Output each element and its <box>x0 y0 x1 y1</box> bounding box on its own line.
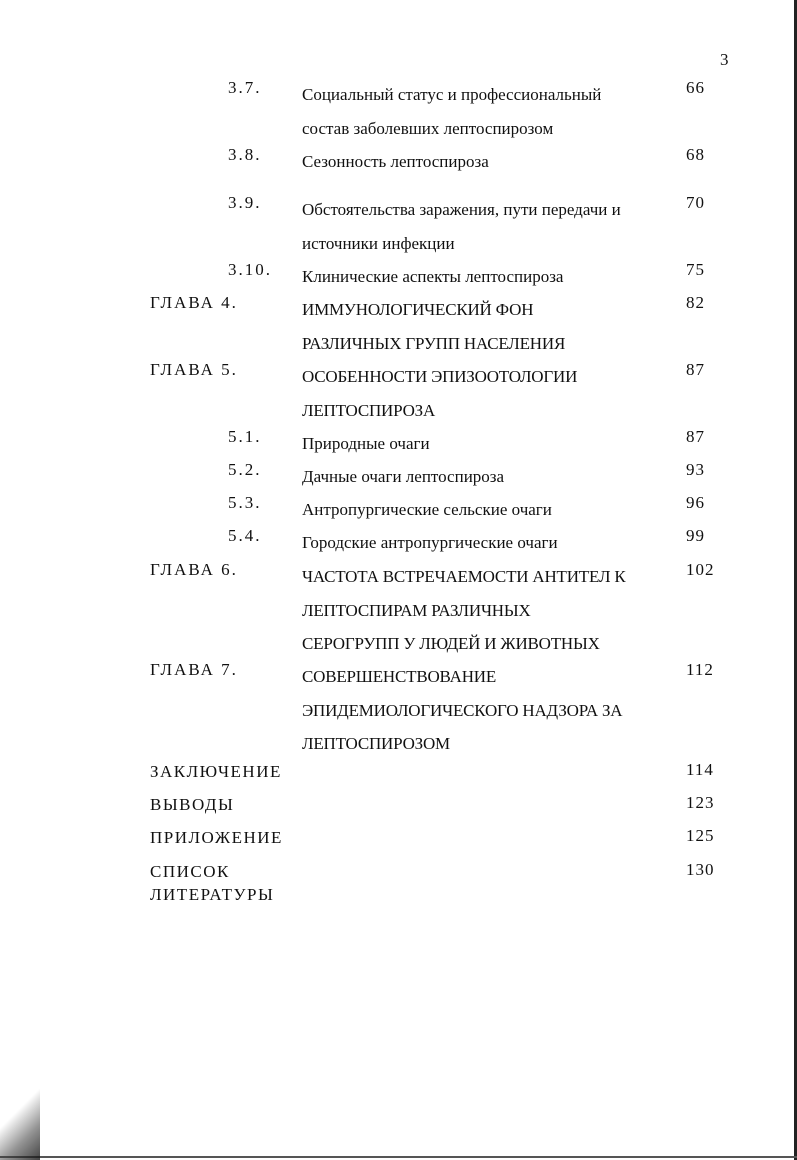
toc-entry-title-line: состав заболевших лептоспирозом <box>302 118 554 138</box>
toc-entry-page: 87 <box>686 427 705 446</box>
toc-entry-title <box>302 493 674 527</box>
toc-entry-title-line: ЛЕПТОСПИРАМ РАЗЛИЧНЫХ <box>302 600 531 620</box>
toc-entry-number: 5.1. <box>228 427 262 446</box>
toc-entry-number: 5.4. <box>228 526 262 545</box>
toc-entry-title <box>302 560 674 661</box>
toc-entry-title <box>302 427 674 461</box>
toc-entry-title-line: источники инфекции <box>302 233 455 253</box>
toc-entry-page: 99 <box>686 526 705 545</box>
toc-entry-title <box>302 78 674 145</box>
toc-entry-page: 123 <box>686 793 715 812</box>
toc-entry-title <box>302 460 674 494</box>
toc-entry-title <box>302 145 674 179</box>
page-number: 3 <box>720 50 729 69</box>
toc-entry-title <box>302 660 674 761</box>
toc-entry-title-line: Клинические аспекты лептоспироза <box>302 267 564 286</box>
toc-entry-page: 125 <box>686 826 715 845</box>
page-edge-bottom <box>0 1156 797 1158</box>
toc-entry-page: 66 <box>686 78 705 97</box>
toc-entry-title-line: СЕРОГРУПП У ЛЮДЕЙ И ЖИВОТНЫХ <box>302 634 600 653</box>
toc-entry-page: 112 <box>686 660 714 679</box>
toc-entry-number: 3.10. <box>228 260 272 279</box>
toc-entry-title-line: Городские антропургические очаги <box>302 533 558 552</box>
toc-entry-number: 5.3. <box>228 493 262 512</box>
toc-entry-title <box>302 193 674 260</box>
toc-entry-page: 96 <box>686 493 705 512</box>
toc-entry-title-line: Антропургические сельские очаги <box>302 500 552 519</box>
toc-entry-title <box>302 360 674 427</box>
toc-entry-title <box>302 526 674 560</box>
toc-entry-title-line: ИММУНОЛОГИЧЕСКИЙ ФОН <box>302 300 534 319</box>
toc-entry-title-line: Природные очаги <box>302 434 430 453</box>
toc-entry-title-line: Обстоятельства заражения, пути передачи и <box>302 200 621 219</box>
toc-entry-number: ГЛАВА 7. <box>150 660 238 679</box>
toc-entry-page: 75 <box>686 260 705 279</box>
toc-entry-page: 114 <box>686 760 714 779</box>
toc-entry-label: ЗАКЛЮЧЕНИЕ <box>150 762 282 781</box>
toc-entry-title-line: ОСОБЕННОСТИ ЭПИЗООТОЛОГИИ <box>302 367 578 386</box>
toc-entry-title-line: ЭПИДЕМИОЛОГИЧЕСКОГО НАДЗОРА ЗА <box>302 700 623 720</box>
toc-entry-title-line: РАЗЛИЧНЫХ ГРУПП НАСЕЛЕНИЯ <box>302 333 566 353</box>
toc-entry-number: ГЛАВА 5. <box>150 360 238 379</box>
toc-entry-title-line: ЧАСТОТА ВСТРЕЧАЕМОСТИ АНТИТЕЛ К <box>302 567 626 586</box>
toc-entry-number: 3.9. <box>228 193 262 212</box>
toc-entry-title <box>302 293 674 360</box>
toc-entry-title-line: ЛЕПТОСПИРОЗА <box>302 400 436 420</box>
toc-entry-number: 3.7. <box>228 78 262 97</box>
toc-entry-title-line: СОВЕРШЕНСТВОВАНИЕ <box>302 667 497 686</box>
toc-entry-page: 68 <box>686 145 705 164</box>
toc-entry-page: 93 <box>686 460 705 479</box>
toc-entry-title-line: Дачные очаги лептоспироза <box>302 467 505 486</box>
toc-entry-label-line: ЛИТЕРАТУРЫ <box>150 885 275 904</box>
toc-entry-title <box>302 260 674 294</box>
toc-entry-number: ГЛАВА 4. <box>150 293 238 312</box>
toc-entry-page: 130 <box>686 860 715 879</box>
scan-artifact <box>0 1080 40 1160</box>
toc-entry-number: ГЛАВА 6. <box>150 560 238 579</box>
toc-entry-page: 82 <box>686 293 705 312</box>
toc-entry-label <box>150 860 274 906</box>
toc-entry-label: ВЫВОДЫ <box>150 795 235 814</box>
toc-entry-label-line: СПИСОК <box>150 862 230 881</box>
toc-entry-label: ПРИЛОЖЕНИЕ <box>150 828 283 847</box>
toc-entry-number: 5.2. <box>228 460 262 479</box>
toc-entry-number: 3.8. <box>228 145 262 164</box>
toc-entry-title-line: Социальный статус и профессиональный <box>302 85 602 104</box>
toc-entry-page: 87 <box>686 360 705 379</box>
toc-entry-title-line: Сезонность лептоспироза <box>302 152 489 171</box>
toc-entry-page: 102 <box>686 560 715 579</box>
toc-entry-title-line: ЛЕПТОСПИРОЗОМ <box>302 734 450 753</box>
toc-entry-page: 70 <box>686 193 705 212</box>
